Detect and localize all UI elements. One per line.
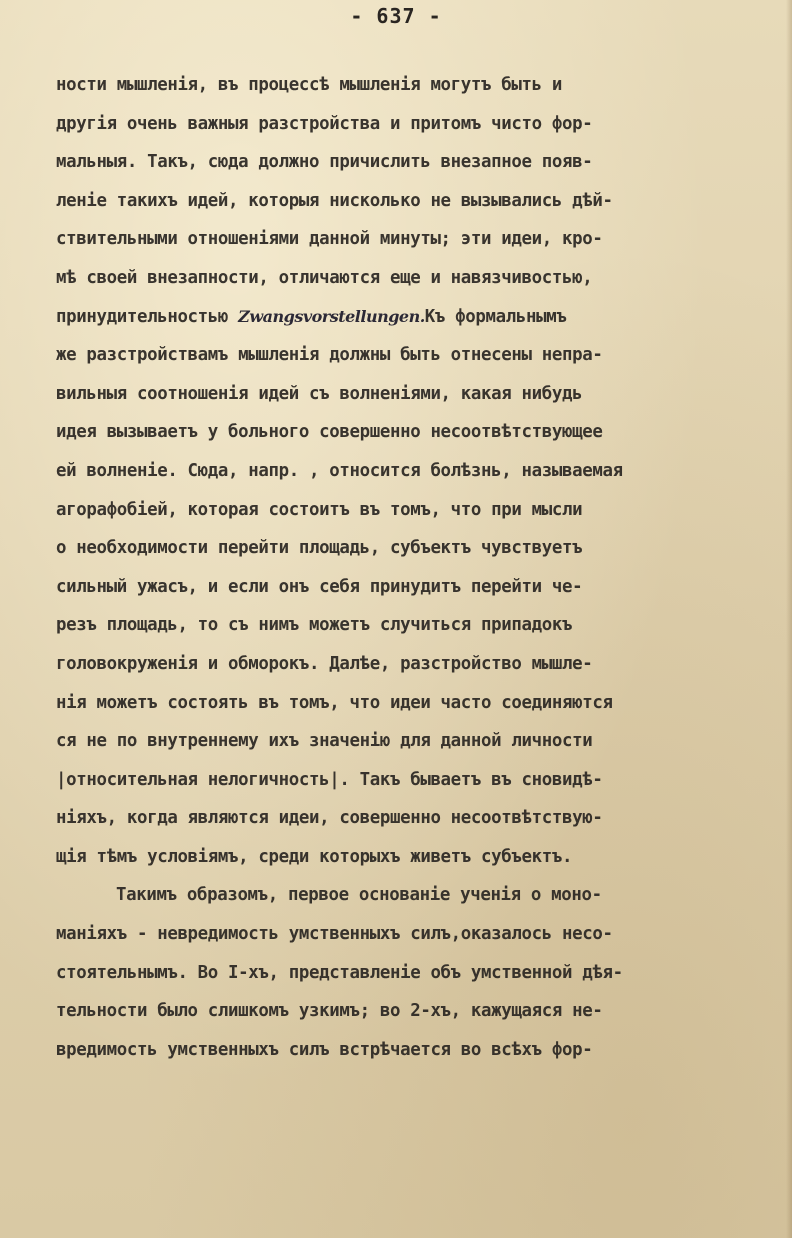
text-line-25: тельности было слишкомъ узкимъ; во 2-хъ, кажущаяся не-	[56, 1001, 603, 1022]
text-line-21: щія тѣмъ условіямъ, среди которыхъ живетъ субъектъ.	[56, 846, 573, 867]
text-line-11: ей волненіе. Сюда, напр. , относится болѣзнь, называемая	[56, 460, 623, 481]
text-line-9: вильныя соотношенія идей съ волненіями, какая нибудь	[56, 383, 583, 404]
text-line-14: сильный ужасъ, и если онъ себя принудитъ перейти че-	[56, 576, 583, 597]
text-line-5: ствительными отношеніями данной минуты; эти идеи, кро-	[56, 229, 603, 250]
text-line-1: ности мышленія, въ процессѣ мышленія могутъ быть и	[56, 75, 563, 95]
text-line-23: маніяхъ - невредимость умственныхъ силъ,оказалось несо-	[56, 924, 613, 945]
text-line-16: головокруженія и обморокъ. Далѣе, разстройство мышле-	[56, 653, 593, 674]
text-line-18: ся не по внутреннему ихъ значенію для данной личности	[56, 731, 593, 752]
page-number: - 637 -	[350, 4, 442, 28]
text-line-13: о необходимости перейти площадь, субъектъ чувствуетъ	[56, 538, 583, 559]
text-line-15: резъ площадь, то съ нимъ можетъ случиться припадокъ	[56, 615, 573, 636]
text-line-12: агорафобіей, которая состоитъ въ томъ, что при мысли	[56, 499, 583, 520]
text-line-4: леніе такихъ идей, которыя нисколько не вызывались дѣй-	[56, 190, 613, 211]
text-line-17: нія можетъ состоять въ томъ, что идеи часто соединяются	[56, 692, 613, 713]
text-line-6: мѣ своей внезапности, отличаются еще и навязчивостью,	[56, 267, 593, 288]
text-line-7	[56, 298, 771, 337]
text-line-24: стоятельнымъ. Во I-хъ, представленіе объ умственной дѣя-	[56, 962, 623, 983]
handwritten-insert: Zwangsvorstellungen.	[238, 306, 425, 326]
text-line-2: другія очень важныя разстройства и притомъ чисто фор-	[56, 113, 593, 134]
text-line-8: же разстройствамъ мышленія должны быть отнесены непра-	[56, 345, 603, 366]
text-line-7-end: Къ формальнымъ	[424, 306, 567, 327]
text-line-26: вредимость умственныхъ силъ встрѣчается во всѣхъ фор-	[56, 1039, 593, 1060]
text-line-22: Такимъ образомъ, первое основаніе ученія о моно-	[116, 885, 602, 906]
text-line-10: идея вызываетъ у больного совершенно несоотвѣтствующее	[56, 422, 603, 443]
body-text	[56, 66, 771, 1069]
text-line-7-start: принудительностью	[56, 306, 239, 327]
text-line-20: ніяхъ, когда являются идеи, совершенно несоотвѣтствую-	[56, 808, 603, 829]
text-line-3: мальныя. Такъ, сюда должно причислить внезапное появ-	[56, 152, 593, 173]
text-line-19: |относительная нелогичность|. Такъ бываетъ въ сновидѣ-	[56, 769, 603, 790]
